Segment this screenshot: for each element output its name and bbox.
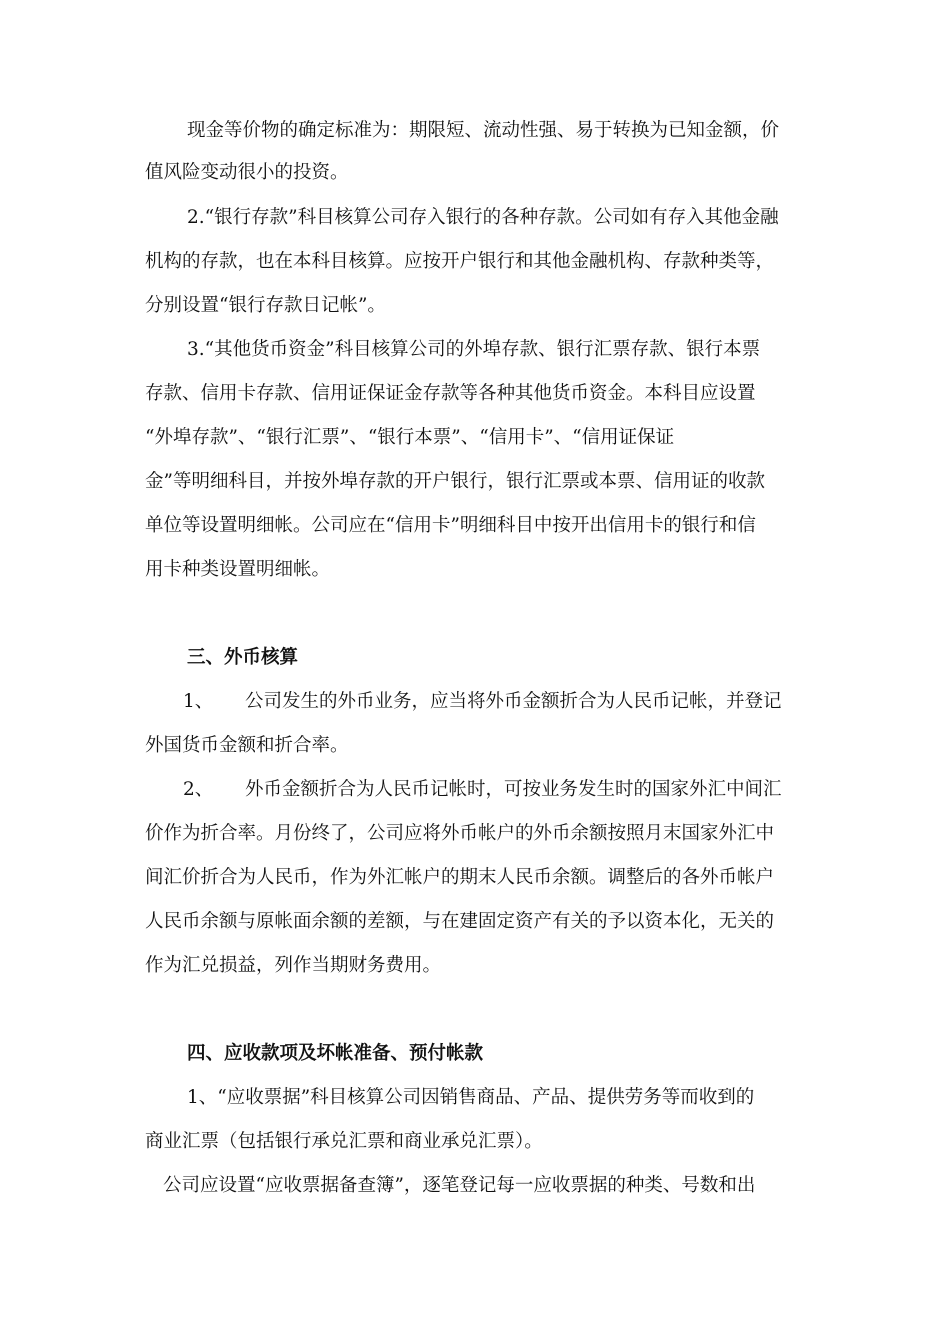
paragraph-line: 公司应设置“应收票据备查簿”，逐笔登记每一应收票据的种类、号数和出 [163,1175,756,1196]
paragraph-line: 3.“其他货币资金”科目核算公司的外埠存款、银行汇票存款、银行本票 [187,339,761,360]
paragraph-line: “外埠存款”、“银行汇票”、“银行本票”、“信用卡”、“信用证保证 [145,427,675,448]
paragraph-line: 存款、信用卡存款、信用证保证金存款等各种其他货币资金。本科目应设置 [145,383,756,404]
paragraph-line: 现金等价物的确定标准为：期限短、流动性强、易于转换为已知金额，价 [187,120,780,141]
paragraph-line: 用卡种类设置明细帐。 [145,559,331,580]
paragraph-line: 外国货币金额和折合率。 [145,735,349,756]
paragraph-line: 商业汇票（包括银行承兑汇票和商业承兑汇票）。 [145,1131,543,1152]
paragraph-line: 2.“银行存款”科目核算公司存入银行的各种存款。公司如有存入其他金融 [187,207,779,228]
paragraph-line: 作为汇兑损益，列作当期财务费用。 [145,955,442,976]
paragraph-line: 单位等设置明细帐。公司应在“信用卡”明细科目中按开出信用卡的银行和信 [145,515,756,536]
paragraph-line: 人民币余额与原帐面余额的差额，与在建固定资产有关的予以资本化，无关的 [145,911,775,932]
list-item-number: 2、 [183,779,214,800]
paragraph-line: 分别设置“银行存款日记帐”。 [145,295,386,316]
list-item-text: 外币金额折合为人民币记帐时，可按业务发生时的国家外汇中间汇 [245,779,782,800]
list-item-number: 1、 [183,691,214,712]
paragraph-line: 1、“应收票据”科目核算公司因销售商品、产品、提供劳务等而收到的 [187,1087,755,1108]
list-item-text: 公司发生的外币业务，应当将外币金额折合为人民币记帐，并登记 [245,691,782,712]
paragraph-line: 机构的存款，也在本科目核算。应按开户银行和其他金融机构、存款种类等， [145,251,775,272]
paragraph-line: 值风险变动很小的投资。 [145,162,349,183]
paragraph-line: 价作为折合率。月份终了，公司应将外币帐户的外币余额按照月末国家外汇中 [145,823,775,844]
paragraph-line: 间汇价折合为人民币，作为外汇帐户的期末人民币余额。调整后的各外币帐户 [145,867,775,888]
paragraph-line: 金”等明细科目，并按外埠存款的开户银行，银行汇票或本票、信用证的收款 [145,471,765,492]
section-heading: 三、外币核算 [187,647,299,668]
section-heading: 四、应收款项及坏帐准备、预付帐款 [187,1043,484,1064]
